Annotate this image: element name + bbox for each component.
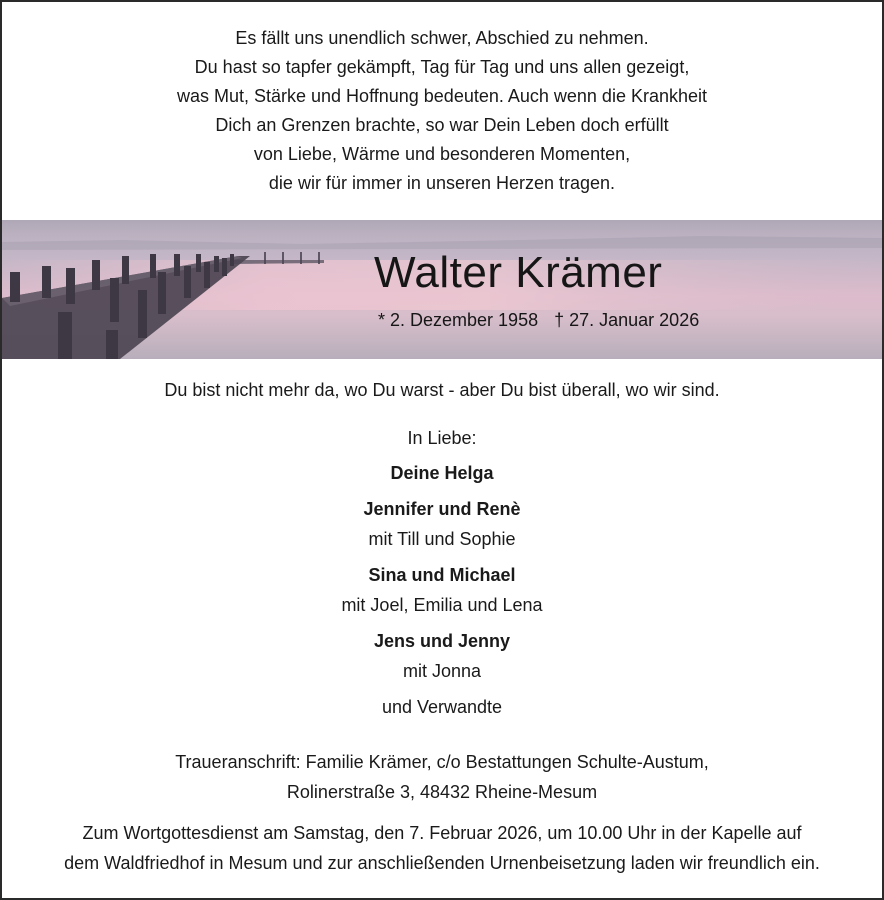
mourner-family-3-children: mit Jonna	[402, 661, 482, 681]
mourner-family-3: Jens und Jenny	[373, 631, 511, 651]
mourner-family-1-children: mit Till und Sophie	[368, 529, 516, 549]
mourner-family-2: Sina und Michael	[368, 565, 516, 585]
mourner-wife: Deine Helga	[390, 463, 494, 483]
memorial-quote: Du bist nicht mehr da, wo Du warst - aber Du bist überall, wo wir sind.	[164, 380, 720, 400]
birth-date: * 2. Dezember 1958	[378, 310, 539, 330]
mourner-relatives: und Verwandte	[381, 697, 503, 717]
poem-line: die wir für immer in unseren Herzen tragen.	[268, 173, 616, 193]
mourner-family-1: Jennifer und Renè	[363, 499, 521, 519]
poem-line: was Mut, Stärke und Hoffnung bedeuten. Auch wenn die Krankheit	[176, 86, 707, 106]
mourner-family-2-children: mit Joel, Emilia und Lena	[341, 595, 543, 615]
deceased-name: Walter Krämer	[374, 248, 663, 297]
poem	[2, 24, 882, 198]
mourning-address-line-2: Rolinerstraße 3, 48432 Rheine-Mesum	[286, 782, 598, 802]
mourning-address-line-1: Traueranschrift: Familie Krämer, c/o Bestattungen Schulte-Austum,	[175, 752, 709, 772]
life-dates	[378, 310, 715, 331]
service-info-line-2: dem Waldfriedhof in Mesum und zur anschließenden Urnenbeisetzung laden wir freundlich ein.	[64, 853, 820, 873]
death-date: † 27. Januar 2026	[554, 310, 700, 330]
mourners-intro: In Liebe:	[407, 428, 477, 448]
poem-line: Dich an Grenzen brachte, so war Dein Leben doch erfüllt	[215, 115, 669, 135]
poem-line: Du hast so tapfer gekämpft, Tag für Tag und uns allen gezeigt,	[194, 57, 690, 77]
poem-line: von Liebe, Wärme und besonderen Momenten,	[253, 144, 631, 164]
service-info-line-1: Zum Wortgottesdienst am Samstag, den 7. Februar 2026, um 10.00 Uhr in der Kapelle auf	[82, 823, 802, 843]
poem-line: Es fällt uns unendlich schwer, Abschied zu nehmen.	[235, 28, 649, 48]
